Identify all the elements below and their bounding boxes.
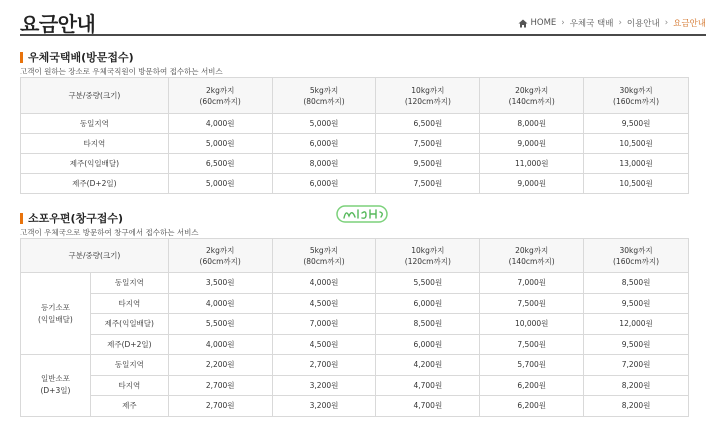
price-cell: 6,500원 <box>376 114 480 134</box>
row-label: 동일지역 <box>90 273 168 294</box>
table-row <box>21 375 689 396</box>
price-cell: 3,200원 <box>272 375 376 396</box>
title-divider <box>20 34 706 36</box>
price-cell: 6,000원 <box>272 134 376 154</box>
row-label: 제주(D+2일) <box>21 174 169 194</box>
price-cell: 9,500원 <box>584 293 689 314</box>
col-header-20kg: 20kg까지 (140cm까지) <box>480 239 584 273</box>
table-row <box>21 154 689 174</box>
table-row <box>21 174 689 194</box>
col-header-category: 구분/중량(크기) <box>21 78 169 114</box>
price-cell: 7,000원 <box>272 314 376 335</box>
home-icon <box>518 19 528 28</box>
price-cell: 6,200원 <box>480 375 584 396</box>
price-cell: 7,500원 <box>376 174 480 194</box>
table-row <box>21 396 689 417</box>
breadcrumb-parcel[interactable]: 우체국 택배 <box>569 19 614 29</box>
price-cell: 8,200원 <box>584 396 689 417</box>
row-label: 타지역 <box>21 134 169 154</box>
row-label: 제주 <box>90 396 168 417</box>
price-cell: 9,500원 <box>584 334 689 355</box>
price-cell: 10,000원 <box>480 314 584 335</box>
col-header-2kg: 2kg까지 (60cm까지) <box>168 239 272 273</box>
table-row <box>21 355 689 376</box>
section-counter-title <box>20 210 123 226</box>
price-cell: 4,500원 <box>272 334 376 355</box>
watermark-sticker <box>336 204 388 224</box>
table-row <box>21 134 689 154</box>
price-cell: 9,500원 <box>584 114 689 134</box>
price-cell: 12,000원 <box>584 314 689 335</box>
visit-rate-table <box>20 77 689 194</box>
price-cell: 8,200원 <box>584 375 689 396</box>
price-cell: 8,500원 <box>376 314 480 335</box>
col-header-30kg: 30kg까지 (160cm까지) <box>584 78 689 114</box>
price-cell: 4,000원 <box>168 114 272 134</box>
price-cell: 3,500원 <box>168 273 272 294</box>
section-visit-title <box>20 49 134 65</box>
price-cell: 5,000원 <box>168 134 272 154</box>
price-cell: 5,000원 <box>168 174 272 194</box>
col-header-category: 구분/중량(크기) <box>21 239 169 273</box>
table-header-row <box>21 78 689 114</box>
price-cell: 4,700원 <box>376 396 480 417</box>
section-counter-desc: 고객이 우체국으로 방문하여 창구에서 접수하는 서비스 <box>20 228 199 237</box>
breadcrumb-current: 요금안내 <box>673 19 706 29</box>
section-marker <box>20 213 23 224</box>
price-cell: 7,500원 <box>480 334 584 355</box>
table-row <box>21 314 689 335</box>
col-header-2kg: 2kg까지 (60cm까지) <box>168 78 272 114</box>
price-cell: 4,500원 <box>272 293 376 314</box>
price-cell: 10,500원 <box>584 134 689 154</box>
counter-rate-table <box>20 238 689 417</box>
col-header-5kg: 5kg까지 (80cm까지) <box>272 239 376 273</box>
price-cell: 8,000원 <box>272 154 376 174</box>
price-cell: 13,000원 <box>584 154 689 174</box>
row-label: 동일지역 <box>90 355 168 376</box>
row-label: 제주(익일배달) <box>90 314 168 335</box>
table-row <box>21 293 689 314</box>
group-registered: 등기소포 (익일배달) <box>21 273 91 355</box>
price-cell: 6,000원 <box>376 293 480 314</box>
price-cell: 5,700원 <box>480 355 584 376</box>
row-label: 동일지역 <box>21 114 169 134</box>
price-cell: 11,000원 <box>480 154 584 174</box>
breadcrumb <box>518 17 707 29</box>
price-cell: 7,500원 <box>480 293 584 314</box>
price-cell: 2,700원 <box>168 375 272 396</box>
breadcrumb-separator: › <box>561 18 565 28</box>
price-cell: 2,700원 <box>272 355 376 376</box>
price-cell: 7,500원 <box>376 134 480 154</box>
section-marker <box>20 52 23 63</box>
breadcrumb-separator: › <box>618 18 622 28</box>
row-label: 타지역 <box>90 375 168 396</box>
price-cell: 4,000원 <box>272 273 376 294</box>
breadcrumb-guide[interactable]: 이용안내 <box>626 19 660 29</box>
section-visit-title-text: 우체국택배(방문접수) <box>28 51 134 64</box>
row-label: 타지역 <box>90 293 168 314</box>
price-cell: 4,700원 <box>376 375 480 396</box>
price-cell: 9,000원 <box>480 174 584 194</box>
price-cell: 2,700원 <box>168 396 272 417</box>
breadcrumb-separator: › <box>664 18 669 28</box>
price-cell: 7,200원 <box>584 355 689 376</box>
row-label: 제주(D+2일) <box>90 334 168 355</box>
section-counter-title-text: 소포우편(창구접수) <box>28 212 124 225</box>
price-cell: 9,000원 <box>480 134 584 154</box>
group-regular: 일반소포 (D+3일) <box>21 355 91 417</box>
col-header-30kg: 30kg까지 (160cm까지) <box>584 239 689 273</box>
price-cell: 6,200원 <box>480 396 584 417</box>
price-cell: 7,000원 <box>480 273 584 294</box>
page-title: 요금안내 <box>20 12 96 36</box>
price-cell: 2,200원 <box>168 355 272 376</box>
table-row <box>21 273 689 294</box>
section-visit-desc: 고객이 원하는 장소로 우체국직원이 방문하여 접수하는 서비스 <box>20 67 223 76</box>
price-cell: 9,500원 <box>376 154 480 174</box>
price-cell: 6,000원 <box>272 174 376 194</box>
price-cell: 3,200원 <box>272 396 376 417</box>
price-cell: 8,500원 <box>584 273 689 294</box>
col-header-5kg: 5kg까지 (80cm까지) <box>272 78 376 114</box>
price-cell: 4,200원 <box>376 355 480 376</box>
col-header-10kg: 10kg까지 (120cm까지) <box>376 239 480 273</box>
col-header-10kg: 10kg까지 (120cm까지) <box>376 78 480 114</box>
price-cell: 10,500원 <box>584 174 689 194</box>
price-cell: 5,500원 <box>168 314 272 335</box>
row-label: 제주(익일배달) <box>21 154 169 174</box>
price-cell: 6,500원 <box>168 154 272 174</box>
price-cell: 5,500원 <box>376 273 480 294</box>
col-header-20kg: 20kg까지 (140cm까지) <box>480 78 584 114</box>
breadcrumb-home[interactable]: HOME <box>530 18 557 28</box>
table-header-row <box>21 239 689 273</box>
price-cell: 4,000원 <box>168 334 272 355</box>
price-cell: 8,000원 <box>480 114 584 134</box>
price-cell: 6,000원 <box>376 334 480 355</box>
table-row <box>21 334 689 355</box>
price-cell: 5,000원 <box>272 114 376 134</box>
table-row <box>21 114 689 134</box>
price-cell: 4,000원 <box>168 293 272 314</box>
